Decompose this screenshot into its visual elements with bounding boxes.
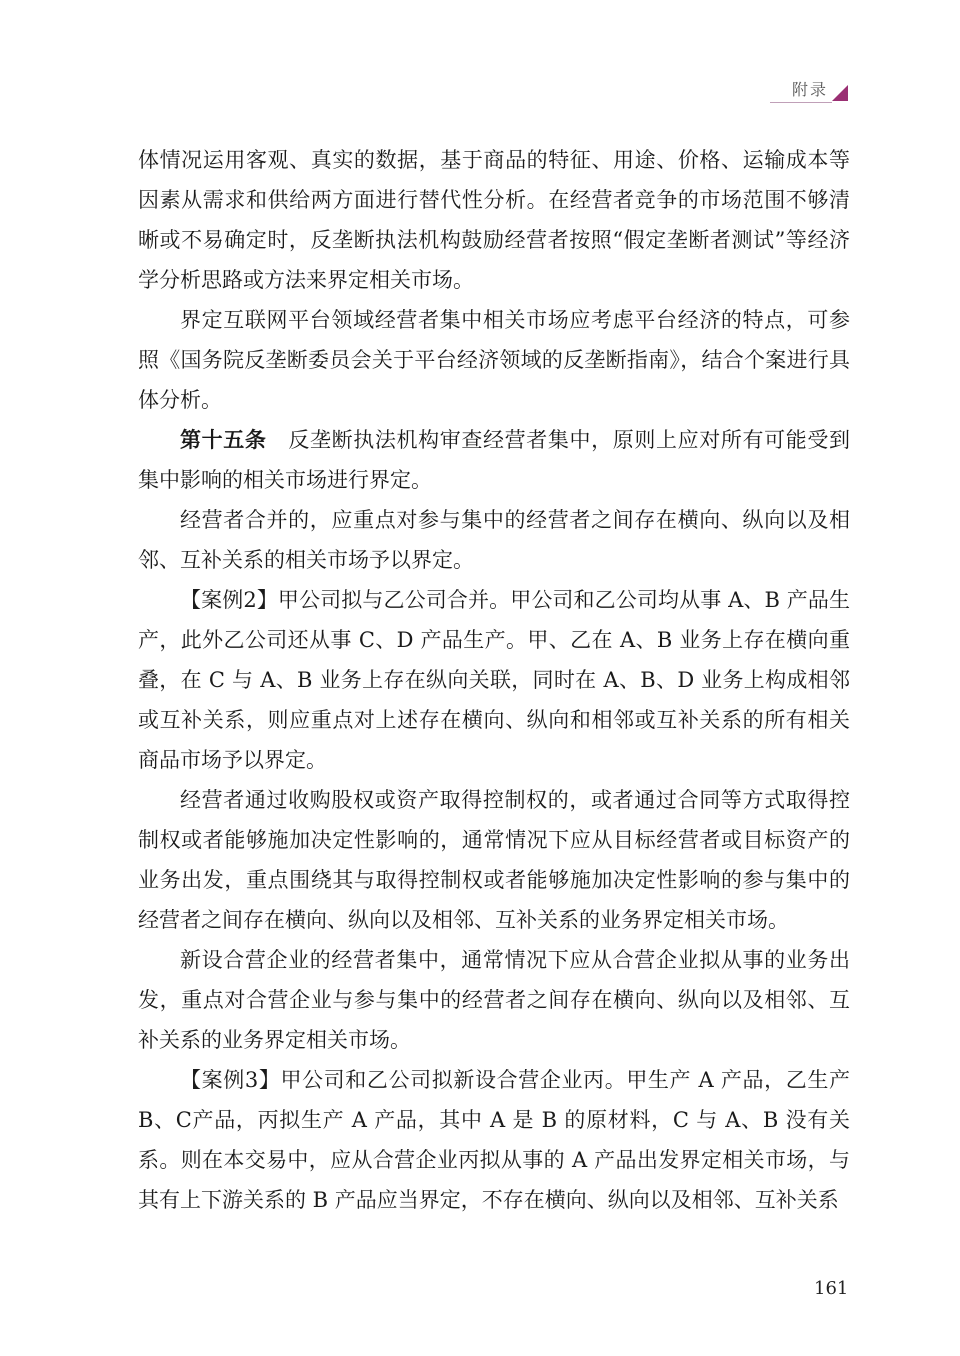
case-2-paragraph: 【案例2】甲公司拟与乙公司合并。甲公司和乙公司均从事 A、B 产品生产，此外乙公司还从事 C、D 产品生产。甲、乙在 A、B 业务上存在横向重叠，在 C 与 A、B 业务上存在纵向关联，同时在 A、B、D 业务上构成相邻或互补关系，则应重点对上述存在横向、纵向和相邻或互补关系的所有相关商品市场予以界定。	[138, 588, 850, 772]
article-heading: 第十五条	[180, 427, 267, 452]
paragraph-control-acquisition: 经营者通过收购股权或资产取得控制权的，或者通过合同等方式取得控制权或者能够施加决定性影响的，通常情况下应从目标经营者或目标资产的业务出发，重点围绕其与取得控制权或者能够施加决定性影响的参与集中的经营者之间存在横向、纵向以及相邻、互补关系的业务界定相关市场。	[138, 788, 850, 932]
article-text: 反垄断执法机构审查经营者集中，原则上应对所有可能受到集中影响的相关市场进行界定。	[138, 428, 851, 492]
article-15-paragraph	[138, 420, 850, 500]
paragraph-platform-market: 界定互联网平台领域经营者集中相关市场应考虑平台经济的特点，可参照《国务院反垄断委员会关于平台经济领域的反垄断指南》，结合个案进行具体分析。	[138, 308, 850, 412]
section-label: 附录	[791, 80, 828, 99]
body-text	[138, 140, 850, 1220]
paragraph-merger: 经营者合并的，应重点对参与集中的经营者之间存在横向、纵向以及相邻、互补关系的相关市场予以界定。	[138, 508, 850, 572]
paragraph-continuation: 体情况运用客观、真实的数据，基于商品的特征、用途、价格、运输成本等因素从需求和供给两方面进行替代性分析。在经营者竞争的市场范围不够清晰或不易确定时，反垄断执法机构鼓励经营者按照“假定垄断者测试”等经济学分析思路或方法来界定相关市场。	[138, 148, 850, 292]
corner-triangle-icon	[832, 85, 848, 101]
case-3-paragraph: 【案例3】甲公司和乙公司拟新设合营企业丙。甲生产 A 产品，乙生产B、C产品，丙拟生产 A 产品，其中 A 是 B 的原材料，C 与 A、B 没有关系。则在本交易中，应从合营企业丙拟从事的 A 产品出发界定相关市场，与其有上下游关系的 B 产品应当界定，不存在横向、纵向以及相邻、互补关系	[138, 1068, 850, 1212]
header-divider	[770, 102, 832, 103]
page-number: 161	[814, 1278, 849, 1299]
paragraph-joint-venture: 新设合营企业的经营者集中，通常情况下应从合营企业拟从事的业务出发，重点对合营企业与参与集中的经营者之间存在横向、纵向以及相邻、互补关系的业务界定相关市场。	[138, 948, 850, 1052]
